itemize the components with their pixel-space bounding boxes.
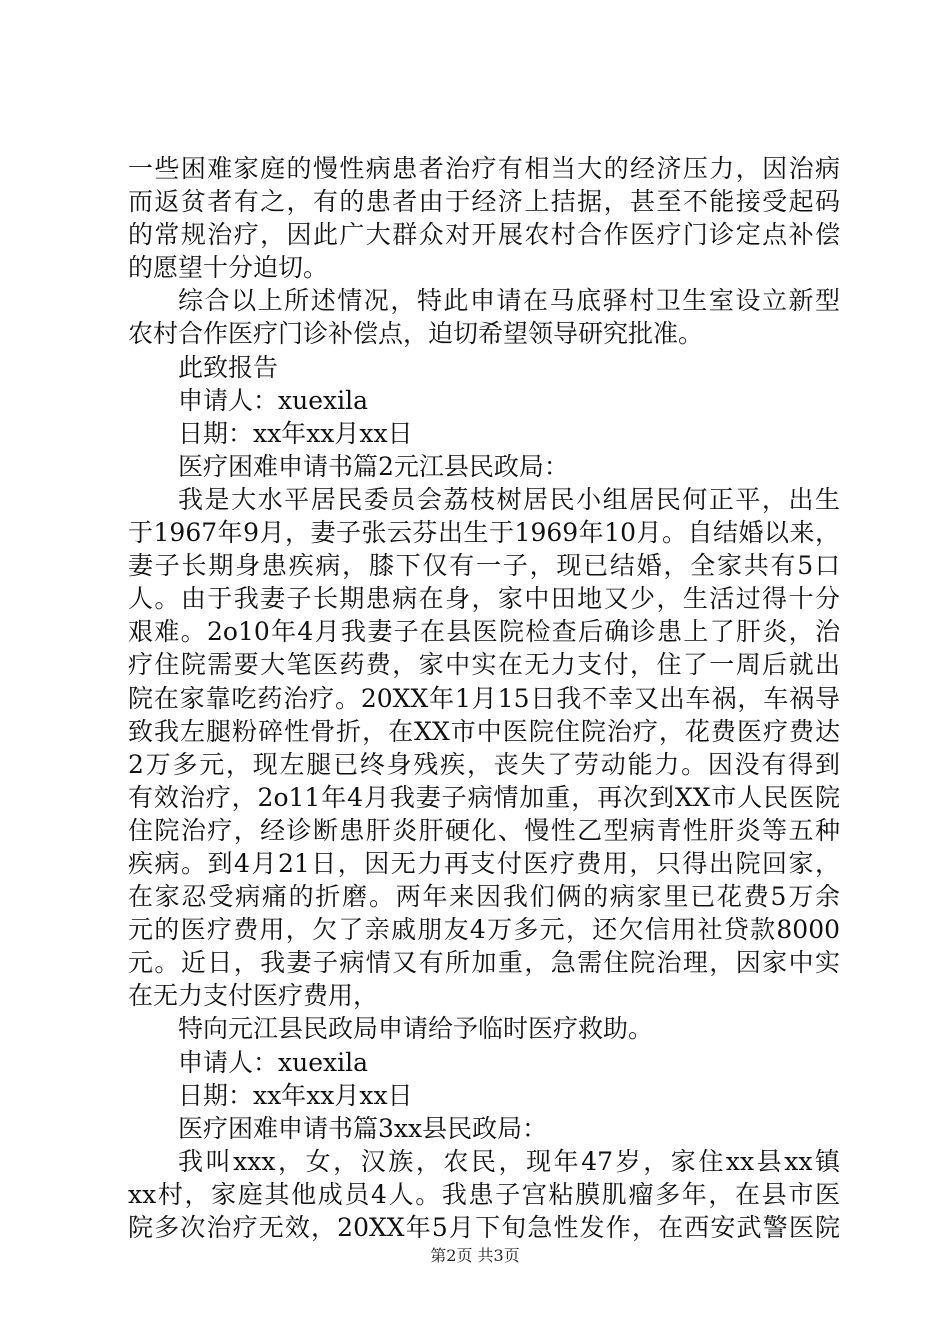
text-line: 于1967年9月，妻子张云芬出生于1969年10月。自结婚以来， <box>128 518 840 548</box>
text-line: 的常规治疗，因此广大群众对开展农村合作医疗门诊定点补偿 <box>128 220 840 250</box>
text-line: 日期：xx年xx月xx日 <box>178 1080 413 1110</box>
text-line: 致我左腿粉碎性骨折，在XX市中医院住院治疗，花费医疗费达 <box>128 716 840 746</box>
text-line: 院多次治疗无效，20XX年5月下旬急性发作，在西安武警医院 <box>128 1213 840 1242</box>
text-line: 住院治疗，经诊断患肝炎肝硬化、慢性乙型病青性肝炎等五种 <box>128 815 840 845</box>
text-line: 元的医疗费用，欠了亲戚朋友4万多元，还欠信用社贷款8000 <box>128 915 840 945</box>
text-line: 妻子长期身患疾病，膝下仅有一子，现已结婚，全家共有5口 <box>128 551 840 581</box>
text-line: 此致报告 <box>178 352 279 382</box>
text-line: 医疗困难申请书篇3xx县民政局： <box>178 1113 548 1143</box>
text-line: 院在家靠吃药治疗。20XX年1月15日我不幸又出车祸，车祸导 <box>128 683 840 713</box>
text-line: 医疗困难申请书篇2元江县民政局： <box>178 451 569 481</box>
text-line: 2万多元，现左腿已终身残疾，丧失了劳动能力。因没有得到 <box>128 749 840 779</box>
text-line: xx村，家庭其他成员4人。我患子宫粘膜肌瘤多年，在县市医 <box>128 1179 840 1209</box>
text-line: 申请人：xuexila <box>178 1047 368 1077</box>
text-line: 疗住院需要大笔医药费，家中实在无力支付，住了一周后就出 <box>128 650 840 680</box>
text-line: 我是大水平居民委员会荔枝树居民小组居民何正平，出生 <box>178 484 840 514</box>
text-line: 综合以上所述情况，特此申请在马底驿村卫生室设立新型 <box>178 286 840 316</box>
text-line: 疾病。到4月21日，因无力再支付医疗费用，只得出院回家， <box>128 848 840 878</box>
text-line: 特向元江县民政局申请给予临时医疗救助。 <box>178 1014 654 1044</box>
text-line: 申请人：xuexila <box>178 385 368 415</box>
text-line: 农村合作医疗门诊补偿点，迫切希望领导研究批准。 <box>128 319 704 349</box>
text-line: 人。由于我妻子长期患病在身，家中田地又少，生活过得十分 <box>128 584 840 614</box>
text-line: 一些困难家庭的慢性病患者治疗有相当大的经济压力，因治病 <box>128 154 840 183</box>
text-line: 有效治疗，2o11年4月我妻子病情加重，再次到XX市人民医院 <box>128 782 840 812</box>
text-line: 艰难。2o10年4月我妻子在县医院检查后确诊患上了肝炎，治 <box>128 617 840 647</box>
text-line: 在家忍受病痛的折磨。两年来因我们俩的病家里已花费5万余 <box>128 882 840 912</box>
text-line: 我叫xxx，女，汉族，农民，现年47岁，家住xx县xx镇 <box>178 1146 840 1176</box>
text-line: 的愿望十分迫切。 <box>128 253 329 283</box>
document-body <box>128 152 840 1244</box>
text-line: 元。近日，我妻子病情又有所加重，急需住院治理，因家中实 <box>128 948 840 978</box>
page-footer: 第2页 共3页 <box>430 1246 520 1265</box>
text-line: 而返贫者有之，有的患者由于经济上拮据，甚至不能接受起码 <box>128 187 840 217</box>
text-line: 日期：xx年xx月xx日 <box>178 418 413 448</box>
text-line: 在无力支付医疗费用， <box>128 981 379 1011</box>
